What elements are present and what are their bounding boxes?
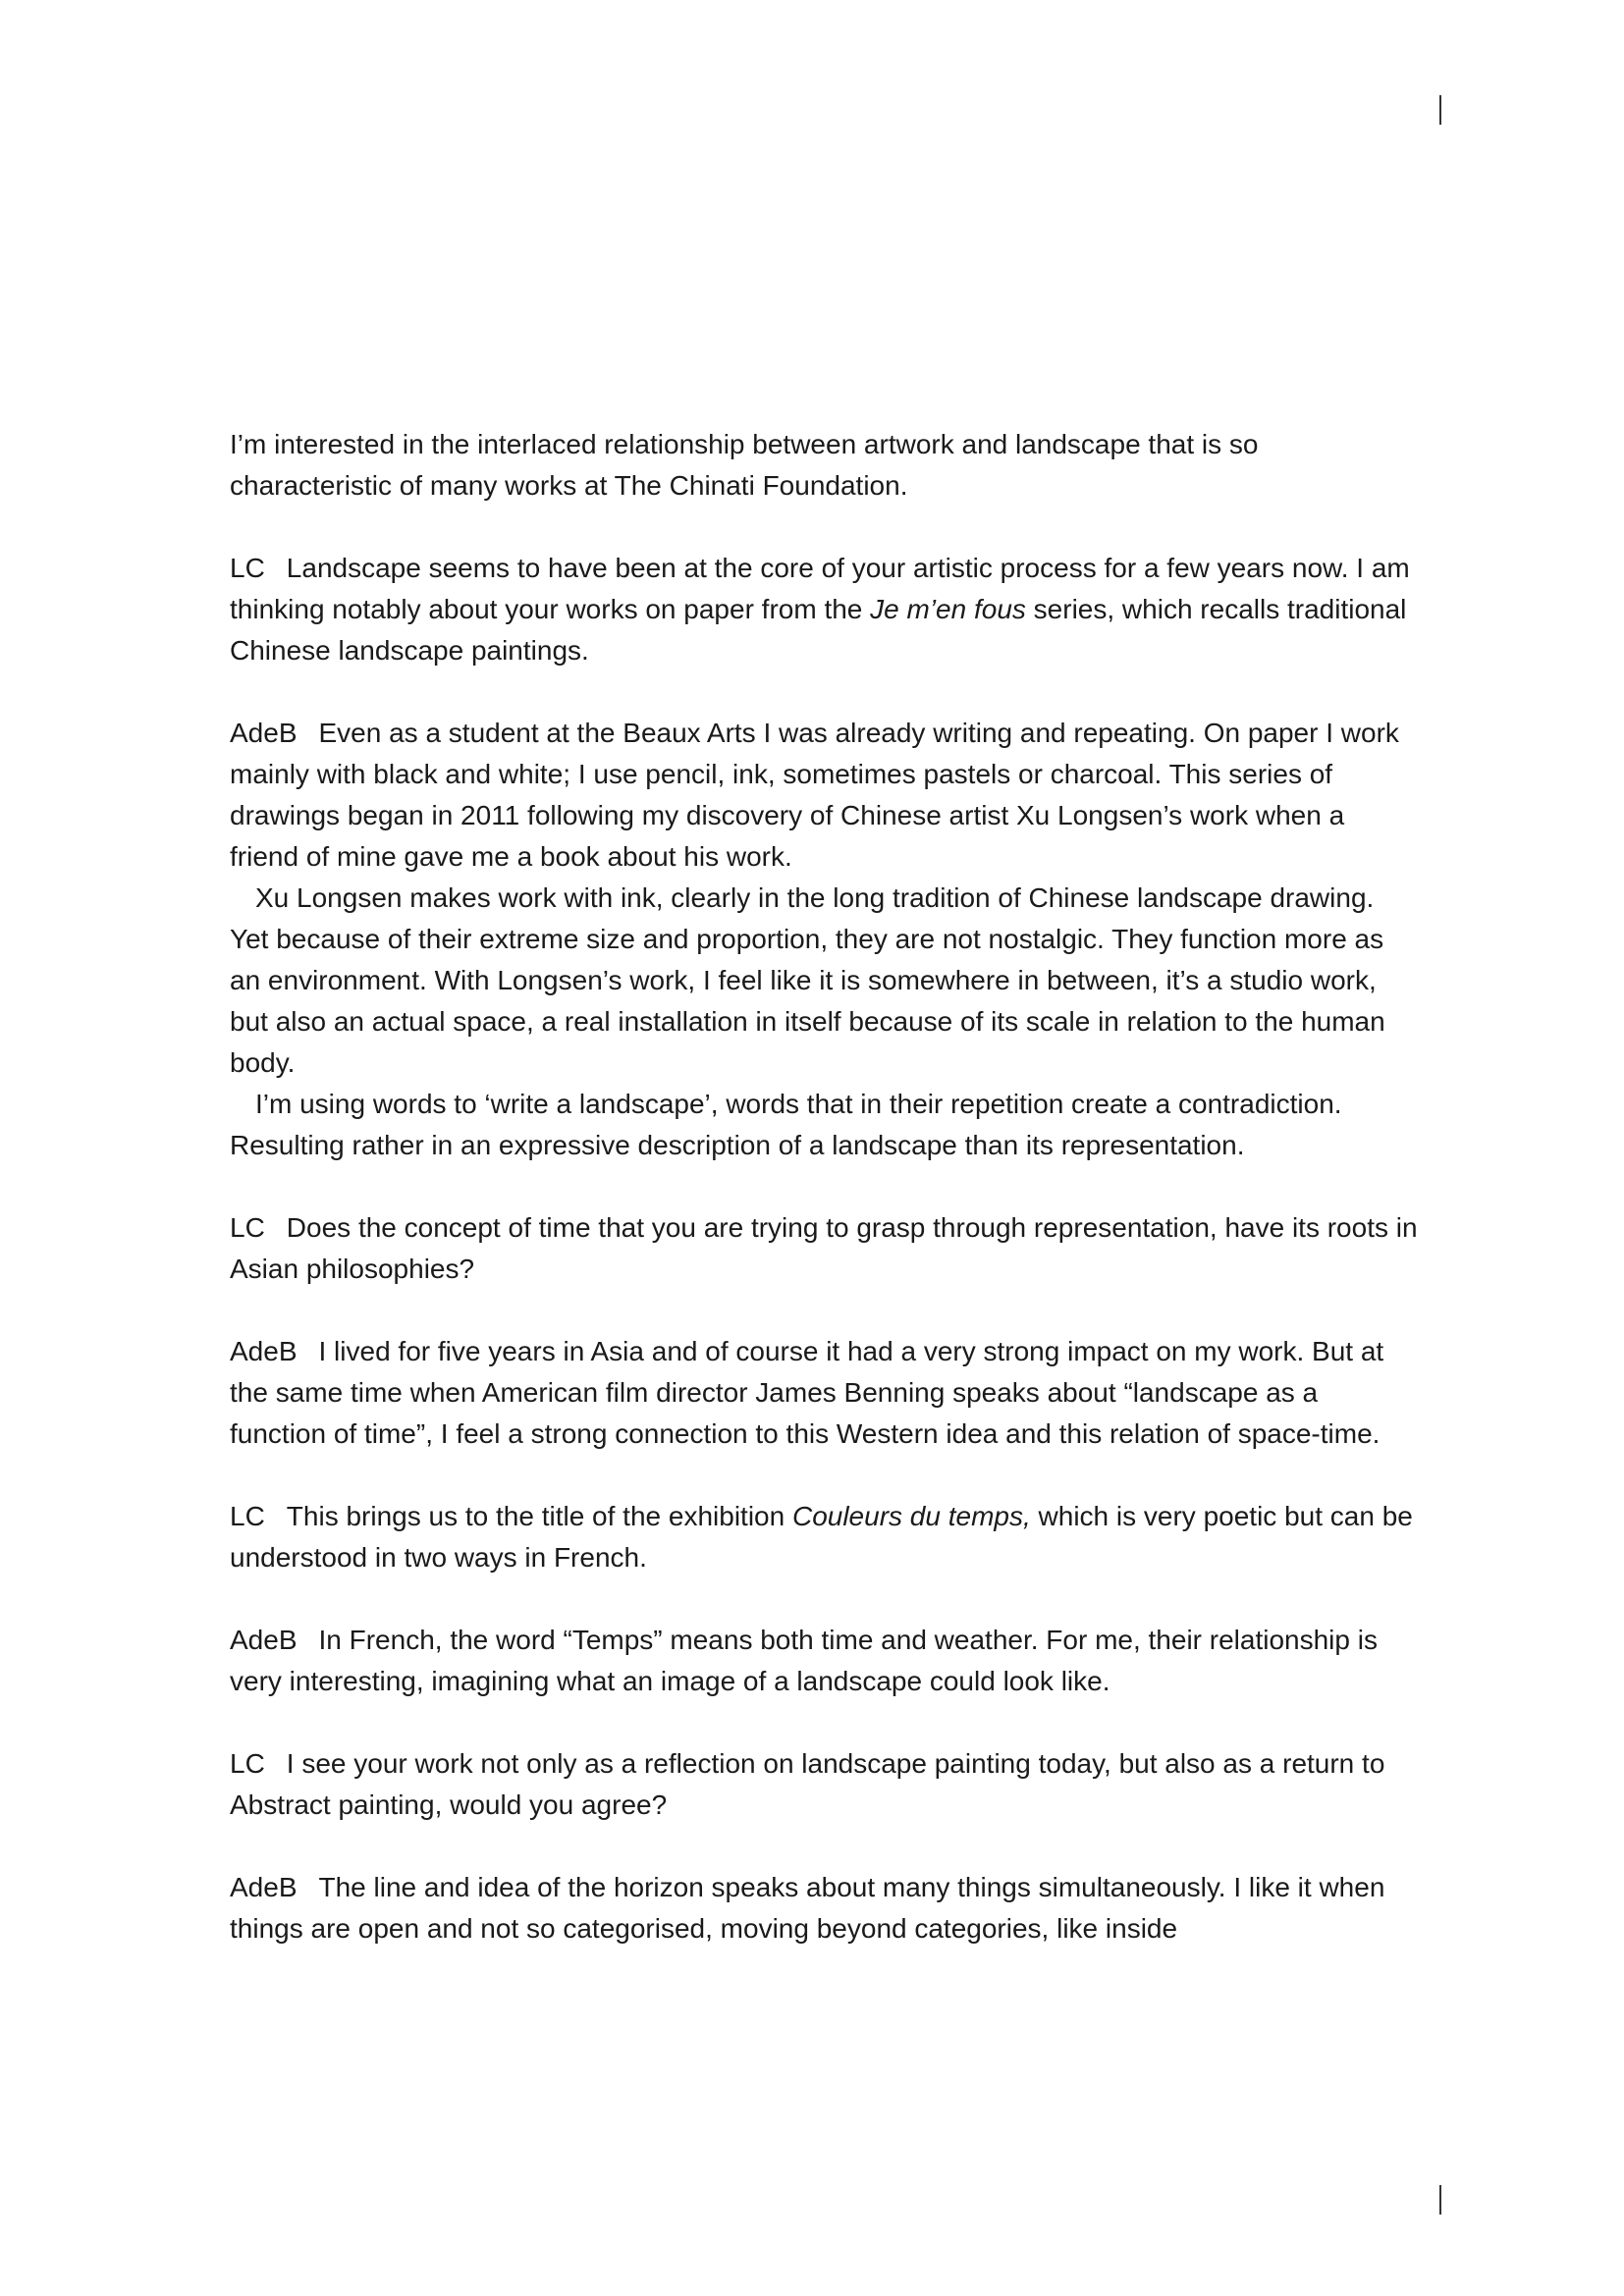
- paragraph-text: Landscape seems to have been at the core of your artistic process for a few years now. I am thinking notably about your works on paper from the: [230, 553, 1410, 624]
- paragraph-text: I lived for five years in Asia and of course it had a very strong impact on my work. But at the same time when American film director James Benning speaks about “landscape as a function of time”, I feel a strong connection to this Western idea and this relation of space-time.: [230, 1336, 1384, 1449]
- interview-text: [230, 424, 1418, 1991]
- paragraph-adeb-student: [230, 713, 1418, 1166]
- paragraph-adeb-asia: [230, 1331, 1418, 1455]
- paragraph-text: which is very poetic but can be understood in two ways in French.: [230, 1501, 1413, 1573]
- paragraph-lc-abstract: [230, 1743, 1418, 1826]
- paragraph-text: Xu Longsen makes work with ink, clearly in the long tradition of Chinese landscape drawing. Yet because of their extreme size and proportion, they are not nostalgic. They function more as an environment. With Longsen’s work, I feel like it is somewhere in between, it’s a studio work, but also an actual space, a real installation in itself because of its scale in relation to the human body.: [230, 882, 1385, 1078]
- paragraph-text: I see your work not only as a reflection on landscape painting today, but also as a return to Abstract painting, would you agree?: [230, 1748, 1385, 1820]
- paragraph-text: series, which recalls traditional Chinese landscape paintings.: [230, 594, 1407, 666]
- page-tick-top: [1439, 95, 1441, 125]
- speaker-label: AdeB: [230, 1872, 298, 1902]
- paragraph-text: Does the concept of time that you are trying to grasp through representation, have its roots in Asian philosophies?: [230, 1212, 1418, 1284]
- speaker-label: AdeB: [230, 1625, 298, 1655]
- paragraph-text: Even as a student at the Beaux Arts I was already writing and repeating. On paper I work mainly with black and white; I use pencil, ink, sometimes pastels or charcoal. This series of drawings began in 2011 following my discovery of Chinese artist Xu Longsen’s work when a friend of mine gave me a book about his work.: [230, 718, 1399, 872]
- speaker-label: AdeB: [230, 1336, 298, 1366]
- paragraph-text: In French, the word “Temps” means both time and weather. For me, their relationship is very interesting, imagining what an image of a landscape could look like.: [230, 1625, 1378, 1696]
- paragraph-lc-landscape: [230, 548, 1418, 671]
- speaker-label: LC: [230, 553, 265, 583]
- paragraph-lc-time: [230, 1207, 1418, 1290]
- paragraph-intro: [230, 424, 1418, 507]
- paragraph-text: I’m interested in the interlaced relationship between artwork and landscape that is so characteristic of many works at The Chinati Foundation.: [230, 429, 1259, 501]
- paragraph-text: I’m using words to ‘write a landscape’, words that in their repetition create a contradiction. Resulting rather in an expressive description of a landscape than its representation.: [230, 1089, 1342, 1160]
- paragraph-text: This brings us to the title of the exhibition: [286, 1501, 792, 1531]
- speaker-label: AdeB: [230, 718, 298, 748]
- paragraph-adeb-temps: [230, 1620, 1418, 1702]
- series-title: Je m’en fous: [870, 594, 1026, 624]
- page-tick-bottom: [1439, 2185, 1441, 2215]
- speaker-label: LC: [230, 1748, 265, 1779]
- speaker-label: LC: [230, 1212, 265, 1243]
- speaker-label: LC: [230, 1501, 265, 1531]
- paragraph-adeb-horizon: [230, 1867, 1418, 1949]
- paragraph-lc-title: [230, 1496, 1418, 1578]
- paragraph-text: The line and idea of the horizon speaks about many things simultaneously. I like it when things are open and not so categorised, moving beyond categories, like inside: [230, 1872, 1385, 1944]
- exhibition-title: Couleurs du temps,: [791, 1501, 1031, 1531]
